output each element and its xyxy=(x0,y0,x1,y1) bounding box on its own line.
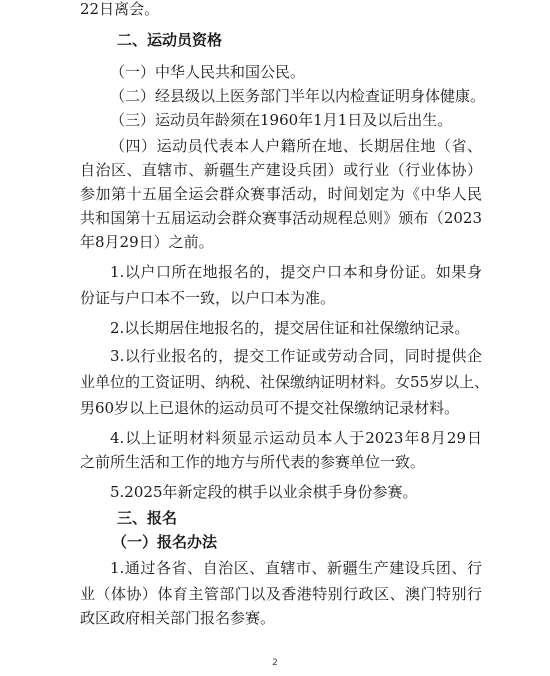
text-line: （二）经县级以上医务部门半年以内检查证明身体健康。 xyxy=(110,87,486,105)
text-line: 自治区、直辖市、新疆生产建设兵团）或行业（行业体协） xyxy=(80,161,482,179)
text-line: 男60岁以上已退休的运动员可不提交社保缴纳记录材料。 xyxy=(80,399,460,417)
text-line: （三）运动员年龄须在1960年1月1日及以后出生。 xyxy=(110,111,453,129)
text-line: 4.以上证明材料须显示运动员本人于2023年8月29日 xyxy=(110,429,482,447)
text-line: 业（体协）体育主管部门以及香港特别行政区、澳门特别行 xyxy=(80,585,482,603)
section-heading: （一）报名办法 xyxy=(112,533,218,551)
page-number: 2 xyxy=(272,658,278,668)
text-line: 3.以行业报名的，提交工作证或劳动合同，同时提供企 xyxy=(110,347,482,365)
text-line: 之前所生活和工作的地方与所代表的参赛单位一致。 xyxy=(80,453,426,471)
text-line: 1.以户口所在地报名的，提交户口本和身份证。如果身 xyxy=(110,263,482,281)
text-line: 1.通过各省、自治区、直辖市、新疆生产建设兵团、行 xyxy=(110,559,482,577)
section-heading: 三、报名 xyxy=(117,509,178,527)
text-line: 政区政府相关部门报名参赛。 xyxy=(80,609,276,627)
text-line: （一）中华人民共和国公民。 xyxy=(110,63,306,81)
text-line: 参加第十五届全运会群众赛事活动，时间划定为《中华人民 xyxy=(80,185,482,203)
text-line: 年8月29日）之前。 xyxy=(80,233,214,251)
text-line: 2.以长期居住地报名的，提交居住证和社保缴纳记录。 xyxy=(110,319,470,337)
text-line: 5.2025年新定段的棋手以业余棋手身份参赛。 xyxy=(110,483,418,501)
text-line: （四）运动员代表本人户籍所在地、长期居住地（省、 xyxy=(110,137,482,155)
text-line: 业单位的工资证明、纳税、社保缴纳证明材料。女55岁以上、 xyxy=(80,373,490,391)
text-line: 22日离会。 xyxy=(80,0,160,18)
text-line: 份证与户口本不一致，以户口本为准。 xyxy=(80,289,336,307)
section-heading: 二、运动员资格 xyxy=(117,31,223,49)
text-line: 共和国第十五届运动会群众赛事活动规程总则》颁布（2023 xyxy=(80,209,482,227)
